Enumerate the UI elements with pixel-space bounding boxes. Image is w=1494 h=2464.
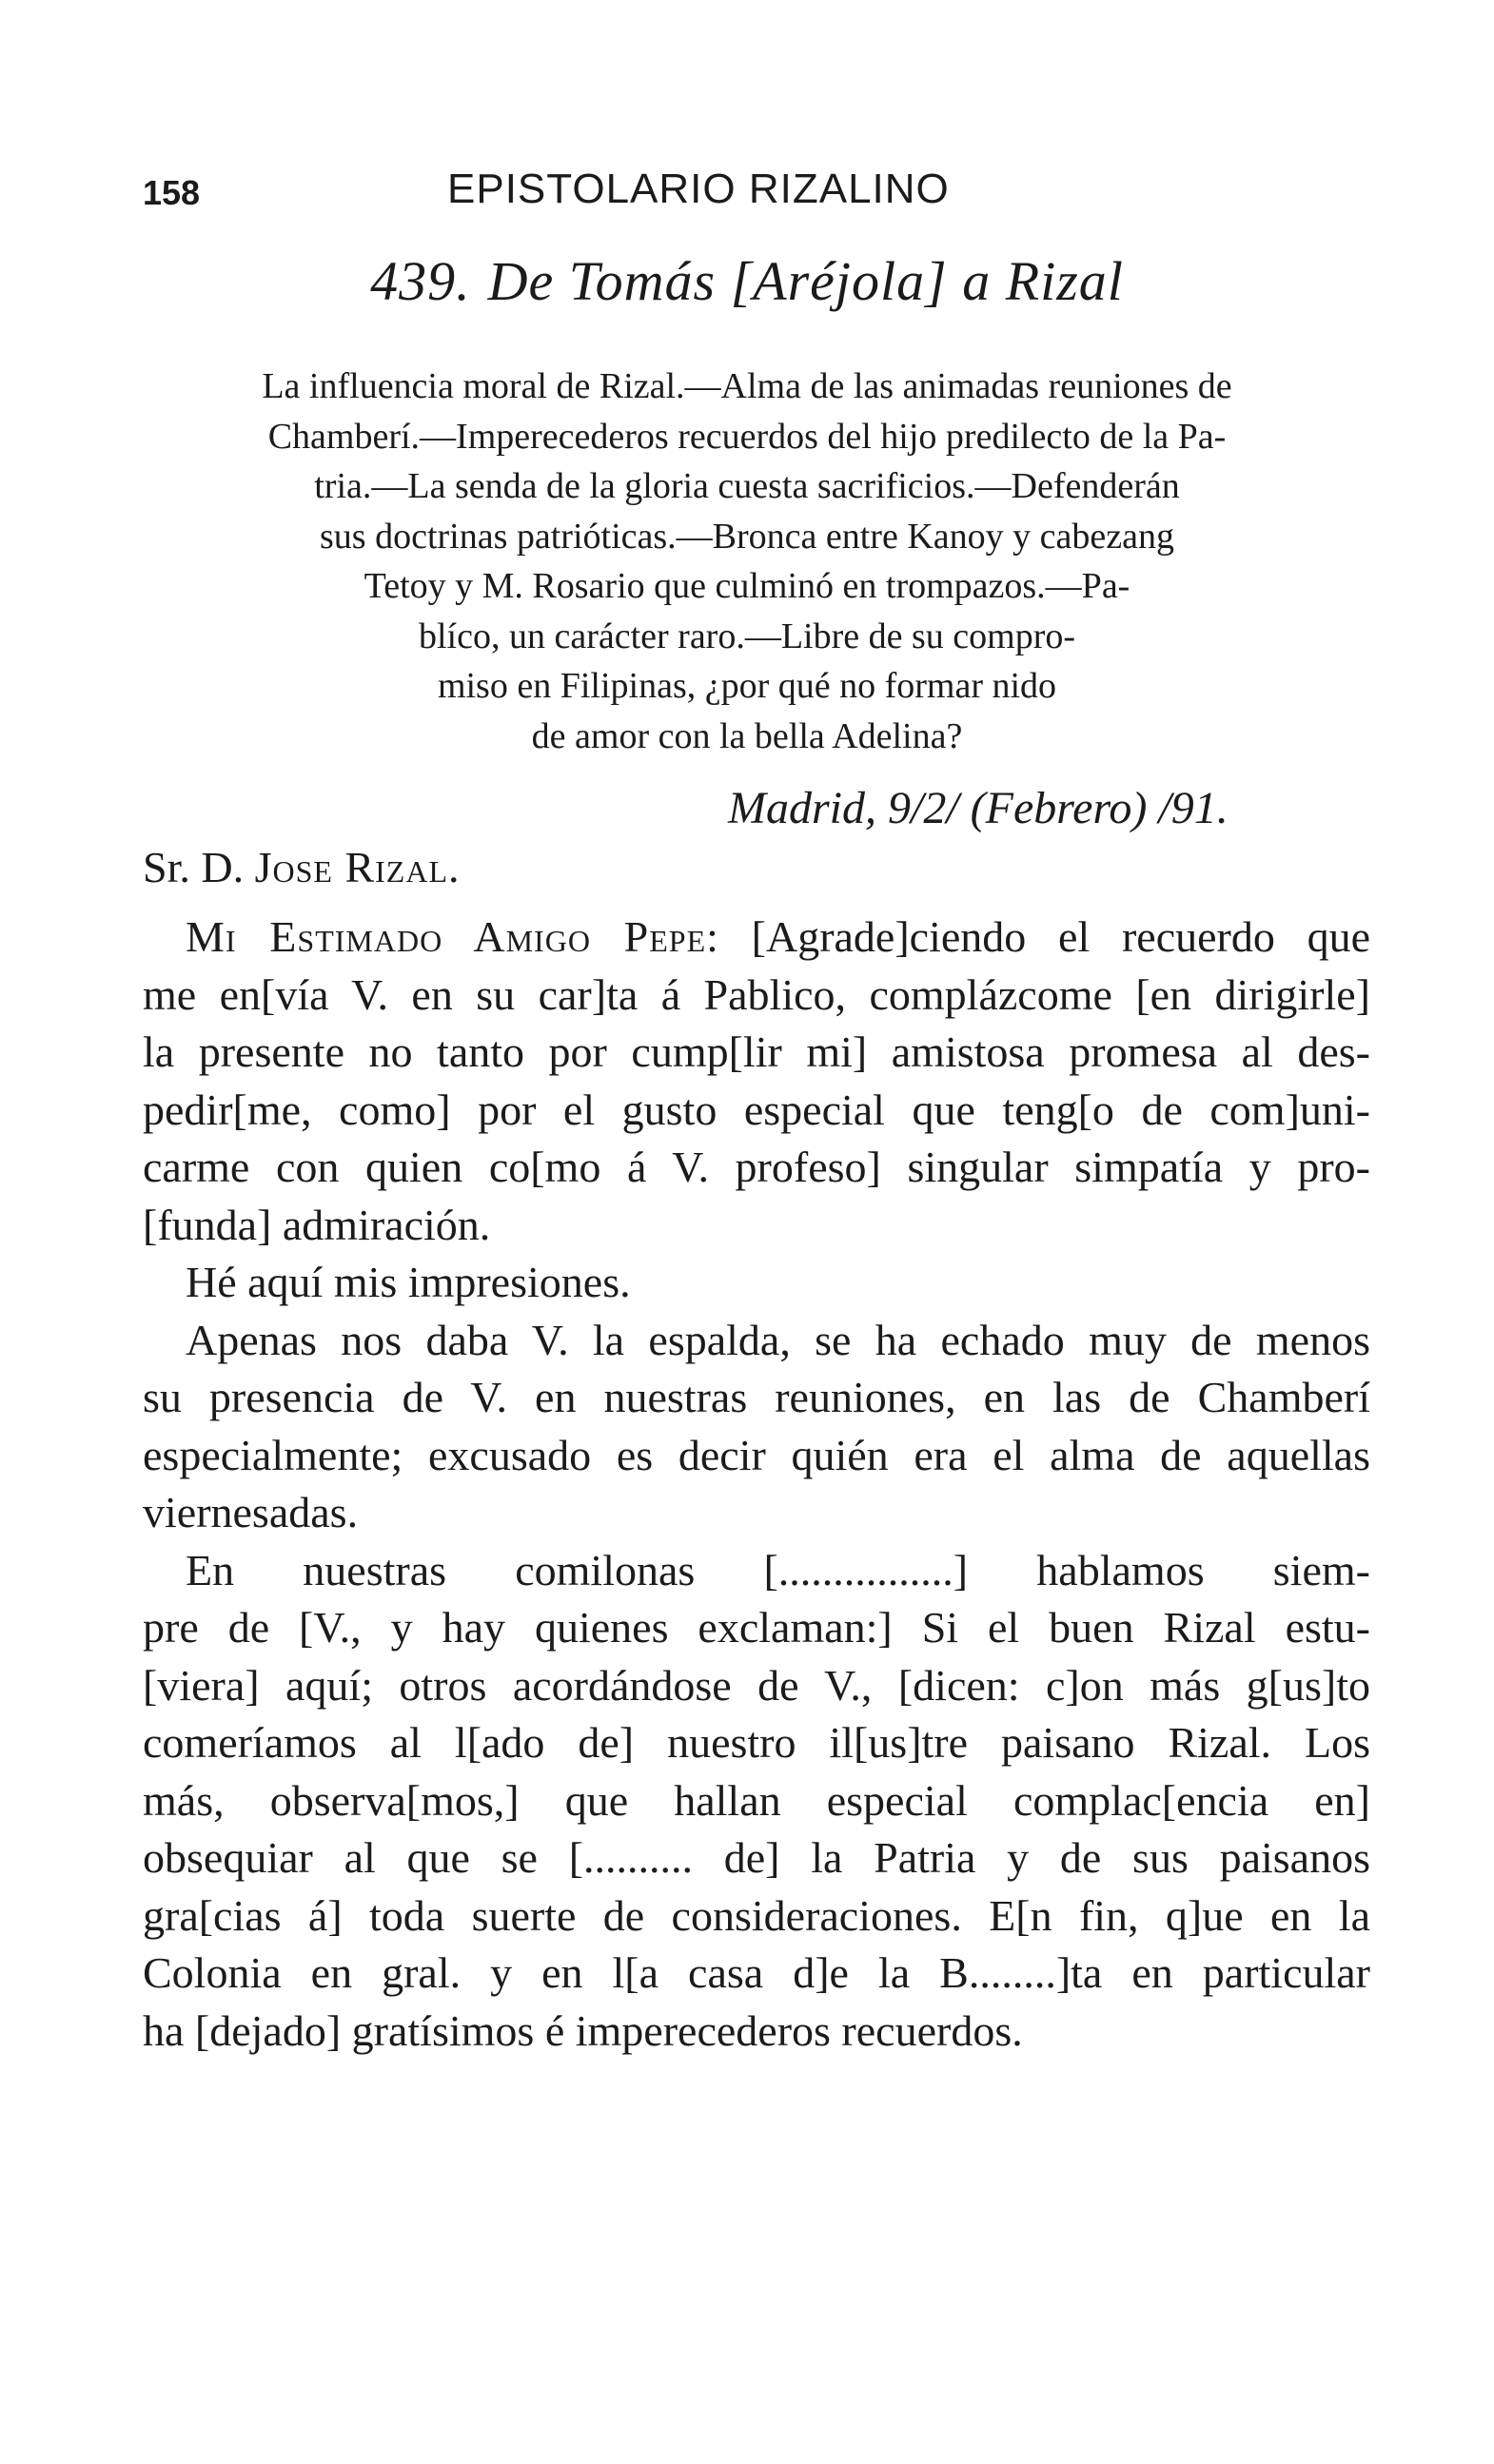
body-line: ha [dejado] gratísimos é imperecederos recuerdos.	[143, 2005, 1023, 2055]
summary-line: Tetoy y M. Rosario que culminó en trompazos.—Pa-	[364, 566, 1130, 606]
summary-line: de amor con la bella Adelina?	[531, 715, 963, 756]
body-line: pedir[me, como] por el gusto especial que teng[o de com]uni-	[143, 1085, 1370, 1134]
body-line: pre de [V., y hay quienes exclaman:] Si el buen Rizal estu-	[143, 1603, 1370, 1652]
summary-line: La influencia moral de Rizal.—Alma de las animadas reuniones de	[262, 366, 1232, 406]
summary-line: miso en Filipinas, ¿por qué no formar nido	[437, 666, 1057, 706]
salutation: Mi Estimado Amigo Pepe:	[186, 912, 719, 961]
addressee	[143, 842, 461, 892]
body-line: la presente no tanto por cump[lir mi] amistosa promesa al des-	[143, 1027, 1370, 1076]
summary-line: Chamberí.—Imperecederos recuerdos del hijo predilecto de la Pa-	[267, 416, 1227, 457]
body-line: obsequiar al que se [.......... de] la Patria y de sus paisanos	[143, 1833, 1370, 1882]
page-header	[143, 160, 1342, 226]
body-line: más, observa[mos,] que hallan especial complac[encia en]	[143, 1775, 1370, 1825]
body-line: me en[vía V. en su car]ta á Pablico, complázcome [en dirigirle]	[143, 969, 1370, 1019]
body-line	[143, 909, 1370, 967]
body-line-text: [Agrade]ciendo el recuerdo que	[718, 912, 1370, 961]
body-line: carme con quien co[mo á V. profeso] singular simpatía y pro-	[143, 1143, 1370, 1191]
running-head: EPISTOLARIO RIZALINO	[447, 166, 950, 212]
addressee-prefix: Sr. D.	[143, 843, 245, 891]
body-line: comeríamos al l[ado de] nuestro il[us]tre paisano Rizal. Los	[143, 1718, 1370, 1767]
body-line: su presencia de V. en nuestras reuniones, en las de Chamberí	[143, 1373, 1370, 1421]
body-line: [funda] admiración.	[143, 1200, 491, 1249]
body-line: En nuestras comilonas [................] hablamos siem-	[186, 1545, 1370, 1594]
body-line: [viera] aquí; otros acordándose de V., [dicen: c]on más g[us]to	[143, 1660, 1370, 1710]
body-line: gra[cias á] toda suerte de consideraciones. E[n fin, q]ue en la	[143, 1890, 1370, 1940]
summary-line: sus doctrinas patrióticas.—Bronca entre Kanoy y cabezang	[320, 516, 1174, 557]
letter-body	[143, 909, 1370, 2060]
letter-title	[0, 249, 1494, 313]
summary-line: blíco, un carácter raro.—Libre de su compro-	[418, 616, 1076, 656]
body-line: Apenas nos daba V. la espalda, se ha echado muy de menos	[186, 1315, 1370, 1364]
summary-line: tria.—La senda de la gloria cuesta sacrificios.—Defenderán	[314, 466, 1180, 506]
dateline: Madrid, 9/2/ (Febrero) /91.	[728, 783, 1229, 833]
body-line: Colonia en gral. y en l[a casa d]e la B........]ta en particular	[143, 1948, 1370, 1997]
letter-number: 439.	[370, 250, 471, 312]
addressee-name: Jose Rizal.	[254, 843, 461, 891]
body-line: viernesadas.	[143, 1488, 359, 1536]
page-number: 158	[143, 173, 201, 212]
body-line: Hé aquí mis impresiones.	[186, 1258, 631, 1306]
body-line: especialmente; excusado es decir quién era el alma de aquellas	[143, 1430, 1370, 1479]
letter-title-text: De Tomás [Aréjola] a Rizal	[487, 250, 1124, 312]
letter-summary	[0, 362, 1494, 761]
